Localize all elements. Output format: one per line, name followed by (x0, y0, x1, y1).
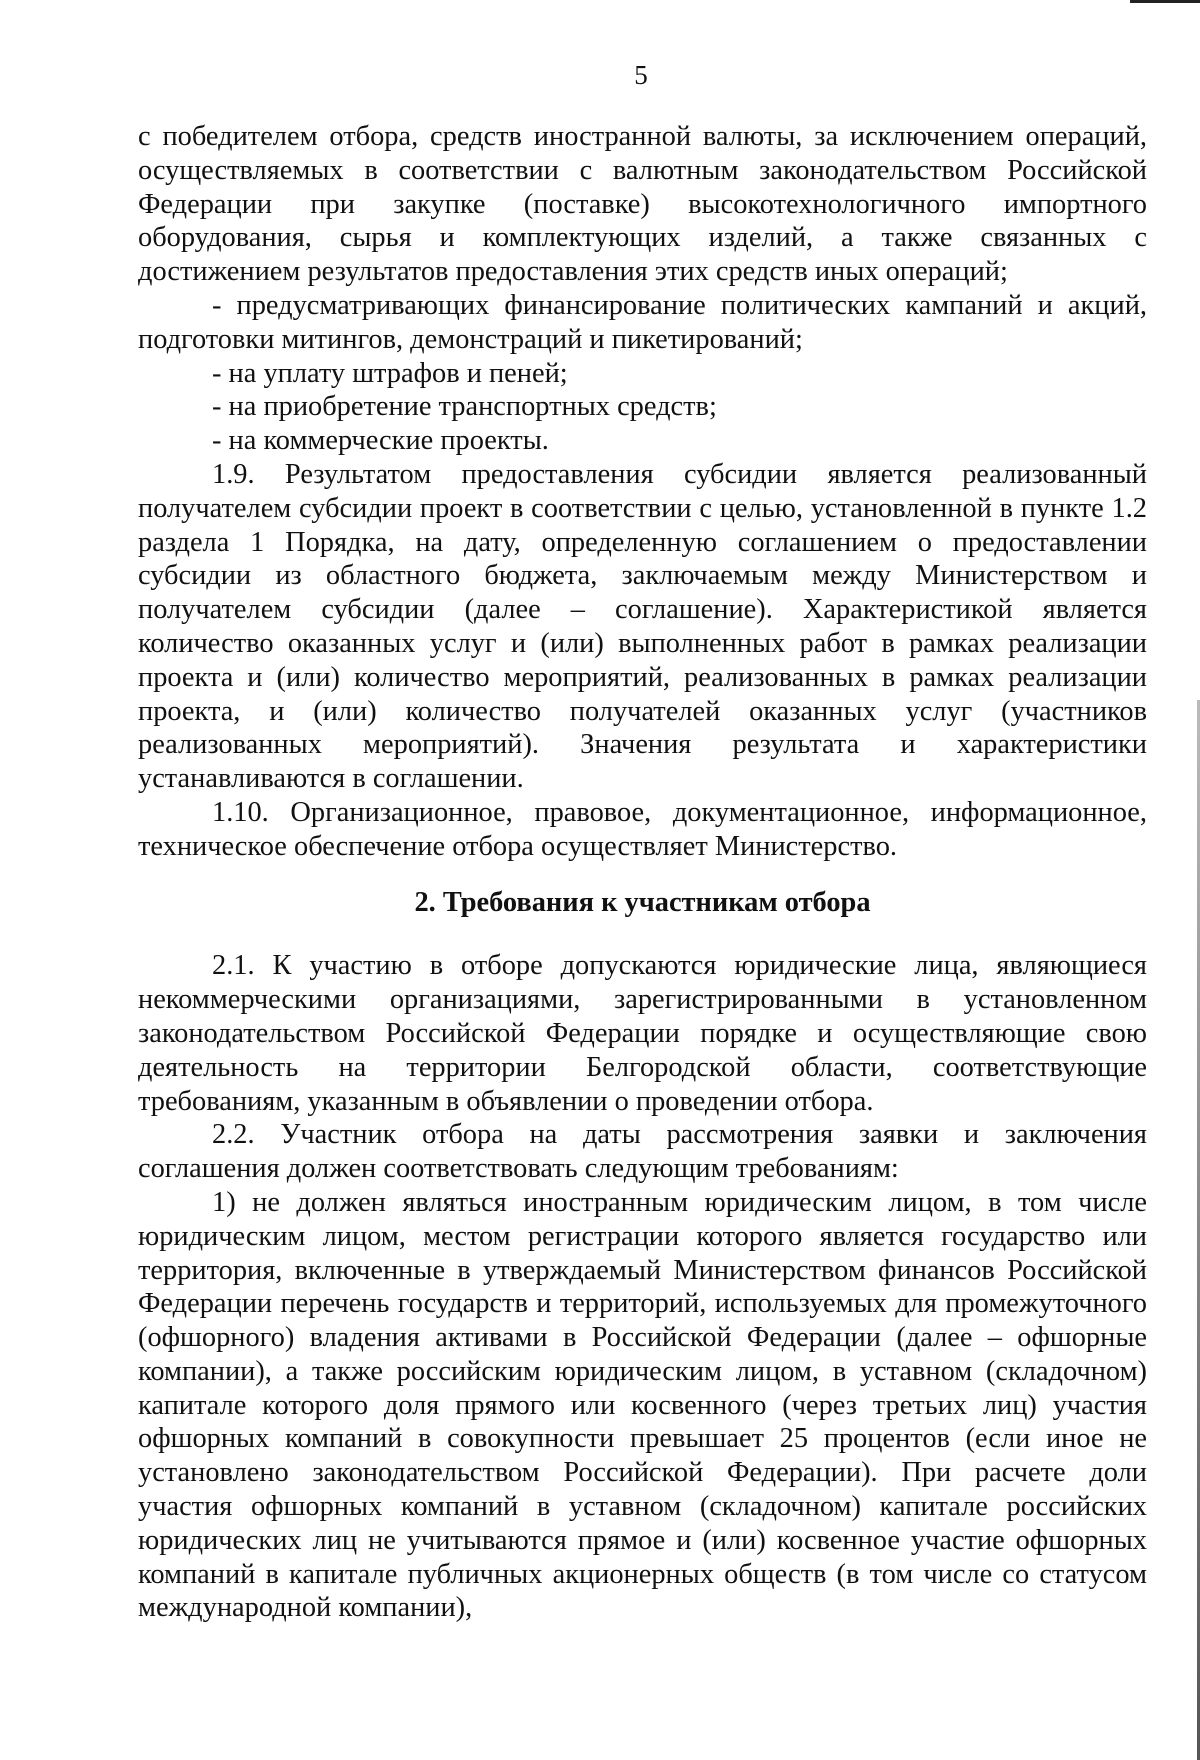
scan-edge-top (1130, 0, 1200, 3)
document-text (138, 120, 1147, 1625)
paragraph-2-2: 2.2. Участник отбора на даты рассмотрения заявки и заключения соглашения должен соответствовать следующим требованиям: (138, 1119, 1147, 1185)
section-heading: 2. Требования к участникам отбора (414, 886, 871, 918)
paragraph-continuation: с победителем отбора, средств иностранной валюты, за исключением операций, осуществляемых в соответствии с валютным законодательством Российской Федерации при закупке (поставке) высокотехнологичного импортного оборудования, сырья и комплектующих изделий, а также связанных с достижением результатов предоставления этих средств иных операций; (138, 121, 1147, 288)
list-item-fines: - на уплату штрафов и пеней; (212, 357, 568, 389)
list-item-political-campaigns: - предусматривающих финансирование политических кампаний и акций, подготовки митингов, демонстраций и пикетирований; (138, 289, 1147, 355)
paragraph-1-10: 1.10. Организационное, правовое, документационное, информационное, техническое обеспечение отбора осуществляет Министерство. (138, 796, 1147, 862)
list-item-vehicles: - на приобретение транспортных средств; (212, 391, 717, 423)
page-number: 5 (634, 60, 648, 90)
paragraph-1-9: 1.9. Результатом предоставления субсидии является реализованный получателем субсидии проект в соответствии с целью, установленной в пункте 1.2 раздела 1 Порядка, на дату, определенную соглашением о предоставлении субсидии из областного бюджета, заключаемым между Министерством и получателем субсидии (далее – соглашение). Характеристикой является количество оказанных услуг и (или) выполненных работ в рамках реализации проекта и (или) количество мероприятий, реализованных в рамках реализации проекта, и (или) количество получателей оказанных услуг (участников реализованных мероприятий). Значения результата и характеристики устанавливаются в соглашении. (138, 458, 1147, 795)
list-item-commercial-projects: - на коммерческие проекты. (212, 425, 549, 457)
paragraph-2-1: 2.1. К участию в отборе допускаются юридические лица, являющиеся некоммерческими организациями, зарегистрированными в установленном законодательством Российской Федерации порядке и осуществляющие свою деятельность на территории Белгородской области, соответствующие требованиям, указанным в объявлении о проведении отбора. (138, 950, 1147, 1117)
paragraph-2-2-item-1: 1) не должен являться иностранным юридическим лицом, в том числе юридическим лицом, местом регистрации которого является государство или территория, включенные в утверждаемый Министерством финансов Российской Федерации перечень государств и территорий, используемых для промежуточного (офшорного) владения активами в Российской Федерации (далее – офшорные компании), а также российским юридическим лицом, в уставном (складочном) капитале которого доля прямого или косвенного (через третьих лиц) участия офшорных компаний в совокупности превышает 25 процентов (если иное не установлено законодательством Российской Федерации). При расчете доли участия офшорных компаний в уставном (складочном) капитале российских юридических лиц не учитываются прямое и (или) косвенное участие офшорных компаний в капитале публичных акционерных обществ (в том числе со статусом международной компании), (138, 1186, 1147, 1624)
